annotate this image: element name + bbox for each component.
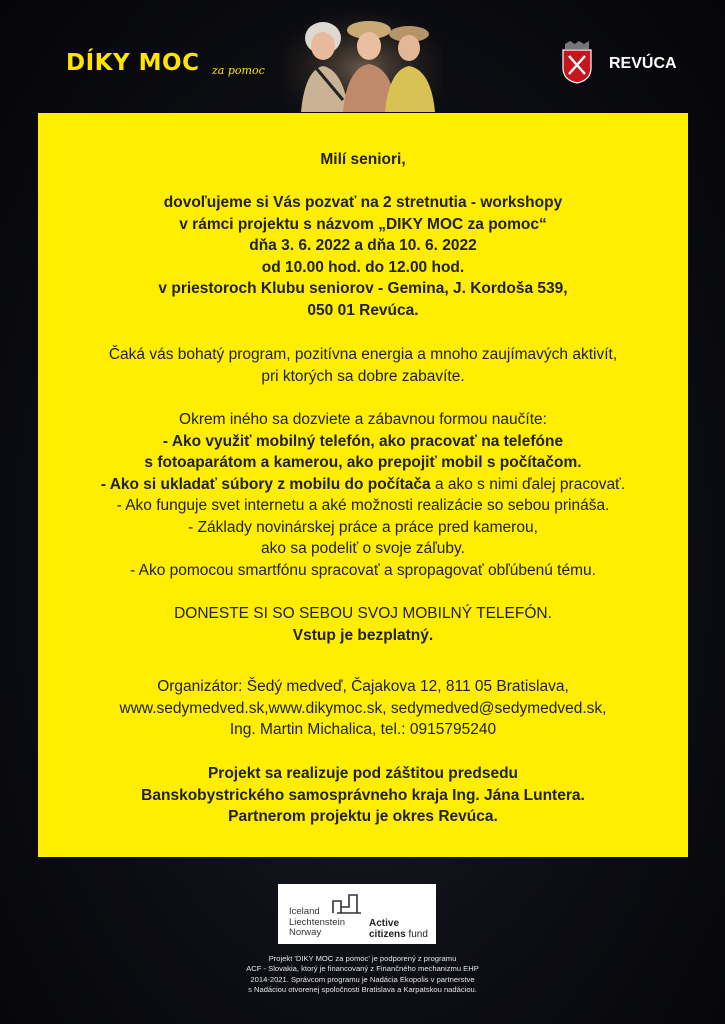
organizer-info: [38, 676, 688, 741]
town-name: REVÚCA: [609, 55, 677, 72]
organizer-contact: Ing. Martin Michalica, tel.: 0915795240: [229, 721, 497, 738]
bring-notice: [38, 603, 688, 646]
footnote-line: ACF - Slovakia, ktorý je financovaný z Finančného mechanizmu EHP: [246, 964, 479, 974]
event-venue: v priestoroch Klubu seniorov - Gemina, J. Kordoša 539,: [158, 280, 568, 297]
fund-name-line1: Active: [369, 918, 400, 929]
event-time: od 10.00 hod. do 12.00 hod.: [261, 258, 465, 276]
intro-line: dovoľujeme si Vás pozvať na 2 stretnutia - workshopy: [163, 194, 563, 211]
footnote-line: Projekt 'DIKY MOC za pomoc' je podporený z programu: [268, 954, 457, 963]
event-details: [38, 192, 688, 321]
program-line: Čaká vás bohatý program, pozitívna energia a mnoho zaujímavých aktivít,: [108, 346, 618, 363]
patron-info: [38, 763, 688, 828]
learning-item-files-bold: - Ako si ukladať súbory z mobilu do počítača: [100, 475, 431, 493]
seniors-photo: [283, 4, 443, 112]
intro-line: v rámci projektu s názvom „DIKY MOC za pomoc“: [179, 215, 547, 233]
invitation-panel: [38, 113, 688, 857]
brand-title: DÍKY MOC: [66, 50, 200, 76]
country-name: Norway: [289, 927, 322, 938]
country-name: Liechtenstein: [289, 916, 345, 928]
patron-line: Banskobystrického samosprávneho kraja Ing. Jána Luntera.: [141, 786, 585, 804]
greeting: Milí seniori,: [320, 151, 406, 168]
fund-name-rest: fund: [405, 929, 428, 940]
learning-intro: Okrem iného sa dozviete a zábavnou formou naučíte:: [179, 411, 547, 428]
program-paragraph: [38, 344, 688, 387]
organizer-web: www.sedymedved.sk,www.dikymoc.sk, sedymedved@sedymedved.sk,: [119, 699, 607, 717]
partner-line: Partnerom projektu je okres Revúca.: [228, 808, 498, 825]
event-dates: dňa 3. 6. 2022 a dňa 10. 6. 2022: [249, 237, 477, 254]
learning-item-camera: s fotoaparátom a kamerou, ako prepojiť mobil s počítačom.: [144, 454, 582, 471]
footnote-line: s Nadáciou otvorenej spoločnosti Bratislava a Karpatskou nadáciou.: [248, 984, 477, 994]
brand-subtitle: za pomoc: [212, 64, 265, 77]
footnote-line: 2014-2021. Správcom programu je Nadácia Ekopolis v partnerstve: [250, 974, 475, 984]
coat-of-arms-icon: [561, 40, 593, 84]
free-entry: Vstup je bezplatný.: [292, 626, 434, 644]
learning-item: - Základy novinárskej práce a práce pred kamerou,: [188, 518, 538, 536]
learning-item-files: [38, 474, 688, 496]
header: [0, 0, 725, 112]
learning-list: [38, 409, 688, 581]
learning-item: - Ako pomocou smartfónu spracovať a spropagovať obľúbenú tému.: [130, 561, 596, 579]
active-citizens-fund-logo: [278, 884, 436, 944]
organizer-line: Organizátor: Šedý medveď, Čajakova 12, 811 05 Bratislava,: [157, 678, 569, 695]
funding-footnote: [215, 954, 510, 995]
fund-name-bold: citizens: [369, 929, 406, 940]
event-venue-city: 050 01 Revúca.: [307, 301, 419, 319]
fund-name: [369, 918, 428, 940]
program-line: pri ktorých sa dobre zabavíte.: [261, 367, 465, 385]
eea-grants-icon: [331, 893, 363, 915]
bring-phone: DONESTE SI SO SEBOU SVOJ MOBILNÝ TELEFÓN.: [174, 605, 552, 622]
learning-item-files-rest: a ako s nimi ďalej pracovať.: [430, 475, 626, 493]
learning-item-mobile: - Ako využiť mobilný telefón, ako pracovať na telefóne: [162, 432, 564, 450]
learning-item: ako sa podeliť o svoje záľuby.: [261, 540, 465, 557]
learning-item: - Ako funguje svet internetu a aké možnosti realizácie so sebou prináša.: [116, 497, 610, 514]
fund-name-line2: [369, 929, 428, 940]
patron-line: Projekt sa realizuje pod záštitou predsedu: [207, 765, 519, 782]
country-name: Iceland: [289, 906, 320, 917]
